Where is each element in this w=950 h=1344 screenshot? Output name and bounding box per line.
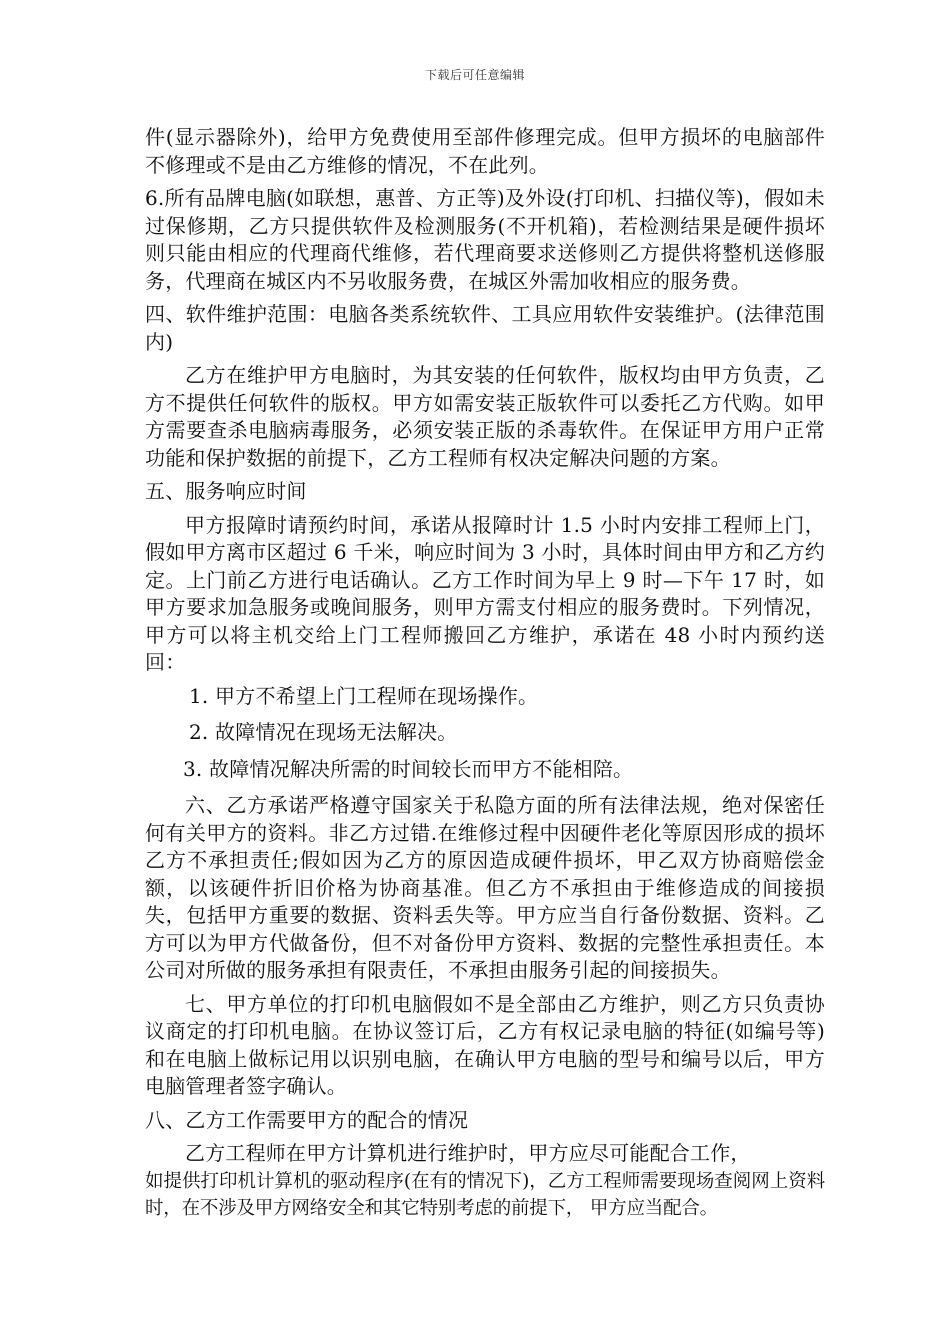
paragraph-privacy: 六、乙方承诺严格遵守国家关于私隐方面的所有法律法规，绝对保密任何有关甲方的资料。非乙方过错.在维修过程中因硬件老化等原因形成的损坏乙方不承担责任;假如因为乙方的原因造成硬件损坏，甲乙双方协商赔偿金额，以该硬件折旧价格为协商基准。但乙方不承担由于维修造成的间接损失，包括甲方重要的数据、资料丢失等。甲方应当自行备份数据、资料。乙方可以为甲方代做备份，但不对备份甲方资料、数据的完整性承担责任。本公司对所做的服务承担有限责任，不承担由服务引起的间接损失。: [145, 793, 825, 982]
paragraph-printer-scope: 七、甲方单位的打印机电脑假如不是全部由乙方维护，则乙方只负责协议商定的打印机电脑。在协议签订后，乙方有权记录电脑的特征(如编号等)和在电脑上做标记用以识别电脑，在确认甲方电脑的型号和编号以后，甲方电脑管理者签字确认。: [145, 991, 825, 1098]
paragraph-response-time: 甲方报障时请预约时间，承诺从报障时计 1.5 小时内安排工程师上门，假如甲方离市区超过 6 千米，响应时间为 3 小时，具体时间由甲方和乙方约定。上门前乙方进行电话确认。乙方工作时间为早上 9 时—下午 17 时，如甲方要求加急服务或晚间服务，则甲方需支付相应的服务费时。下列情况，甲方可以将主机交给上门工程师搬回乙方维护，承诺在 48 小时内预约送回：: [145, 512, 825, 674]
section-heading-response-time: 五、服务响应时间: [145, 479, 307, 503]
paragraph-cooperation-rest: 如提供打印机计算机的驱动程序(在有的情况下)，乙方工程师需要现场查阅网上资料时，在不涉及甲方网络安全和其它特别考虑的前提下， 甲方应当配合。: [145, 1170, 825, 1219]
paragraph-continuation: 件(显示器除外)，给甲方免费使用至部件修理完成。但甲方损坏的电脑部件不修理或不是由乙方维修的情况，不在此列。: [145, 125, 825, 177]
section-heading-cooperation: 八、乙方工作需要甲方的配合的情况: [145, 1107, 469, 1132]
page-header: 下载后可任意编辑: [424, 68, 525, 82]
section-heading-software-scope: 四、软件维护范围：电脑各类系统软件、工具应用软件安装维护。(法律范围内): [145, 302, 825, 354]
list-item-1: 1. 甲方不希望上门工程师在现场操作。: [189, 683, 539, 708]
paragraph-cooperation-line1: 乙方工程师在甲方计算机进行维护时，甲方应尽可能配合工作，: [185, 1141, 751, 1165]
list-item-2: 2. 故障情况在现场无法解决。: [189, 720, 458, 744]
list-item-3: 3. 故障情况解决所需的时间较长而甲方不能相陪。: [183, 756, 634, 781]
paragraph-software-copyright: 乙方在维护甲方电脑时，为其安装的任何软件，版权均由甲方负责，乙方不提供任何软件的版权。甲方如需安装正版软件可以委托乙方代购。如甲方需要查杀电脑病毒服务，必须安装正版的杀毒软件。在保证甲方用户正常功能和保护数据的前提下，乙方工程师有权决定解决问题的方案。: [145, 363, 825, 470]
paragraph-brand-computers: 6.所有品牌电脑(如联想，惠普、方正等)及外设(打印机、扫描仪等)，假如未过保修期，乙方只提供软件及检测服务(不开机箱)，若检测结果是硬件损坏则只能由相应的代理商代维修，若代理商要求送修则乙方提供将整机送修服务，代理商在城区内不另收服务费，在城区外需加收相应的服务费。: [145, 186, 825, 293]
document-body: [145, 124, 825, 1229]
